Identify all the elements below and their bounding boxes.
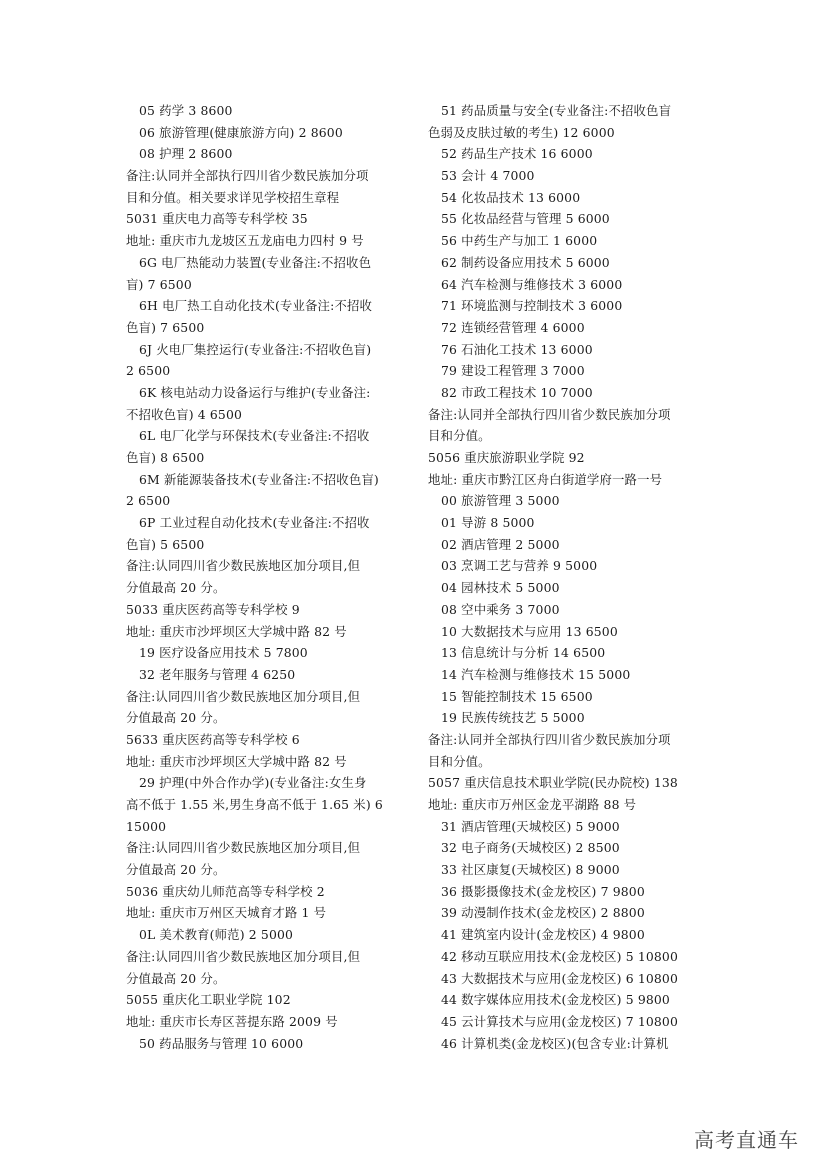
text-line: 备注:认同四川省少数民族地区加分项目,但	[126, 558, 361, 574]
text-line: 72 连锁经营管理 4 6000	[441, 319, 585, 335]
text-line: 71 环境监测与控制技术 3 6000	[441, 298, 623, 314]
text-line: 33 社区康复(天城校区) 8 9000	[441, 862, 620, 878]
text-line: 19 医疗设备应用技术 5 7800	[139, 645, 308, 661]
text-line: 05 药学 3 8600	[139, 103, 233, 118]
text-line: 目和分值。相关要求详见学校招生章程	[126, 189, 340, 205]
text-line: 分值最高 20 分。	[126, 970, 226, 986]
text-line: 5036 重庆幼儿师范高等专科学校 2	[126, 883, 325, 899]
text-line: 52 药品生产技术 16 6000	[441, 146, 593, 162]
text-line: 地址: 重庆市沙坪坝区大学城中路 82 号	[126, 753, 347, 769]
text-line: 分值最高 20 分。	[126, 710, 226, 726]
text-line: 29 护理(中外合作办学)(专业备注:女生身	[139, 775, 367, 791]
text-line: 43 大数据技术与应用(金龙校区) 6 10800	[441, 970, 678, 986]
text-line: 45 云计算技术与应用(金龙校区) 7 10800	[441, 1013, 678, 1029]
text-line: 5633 重庆医药高等专科学校 6	[126, 731, 300, 747]
right-column	[428, 100, 706, 1054]
text-line: 目和分值。	[428, 428, 491, 444]
text-line: 盲) 7 6500	[126, 276, 192, 292]
text-line: 15000	[126, 818, 167, 834]
text-line: 5057 重庆信息技术职业学院(民办院校) 138	[428, 775, 678, 791]
text-line: 地址: 重庆市黔江区舟白街道学府一路一号	[428, 471, 663, 487]
text-line: 10 大数据技术与应用 13 6500	[441, 623, 618, 639]
text-line: 地址: 重庆市万州区金龙平湖路 88 号	[428, 797, 637, 812]
text-line: 0L 美术教育(师范) 2 5000	[139, 927, 294, 943]
text-line: 高不低于 1.55 米,男生身高不低于 1.65 米) 6	[126, 797, 383, 812]
text-line: 53 会计 4 7000	[441, 168, 535, 184]
text-line: 6H 电厂热工自动化技术(专业备注:不招收	[139, 298, 373, 314]
text-line: 备注:认同四川省少数民族地区加分项目,但	[126, 840, 361, 856]
text-line: 5056 重庆旅游职业学院 92	[428, 450, 585, 465]
watermark-text: 高考直通车	[694, 1128, 799, 1152]
text-line: 76 石油化工技术 13 6000	[441, 341, 593, 357]
text-line: 2 6500	[126, 363, 171, 379]
text-line: 地址: 重庆市九龙坡区五龙庙电力四村 9 号	[126, 233, 364, 249]
text-line: 2 6500	[126, 493, 171, 509]
text-line: 不招收色盲) 4 6500	[126, 406, 243, 422]
text-line: 色盲) 7 6500	[126, 319, 205, 335]
text-line: 6M 新能源装备技术(专业备注:不招收色盲)	[139, 471, 379, 487]
text-line: 分值最高 20 分。	[126, 862, 226, 878]
text-line: 5055 重庆化工职业学院 102	[126, 992, 291, 1008]
text-line: 02 酒店管理 2 5000	[441, 536, 560, 552]
text-line: 备注:认同四川省少数民族地区加分项目,但	[126, 688, 361, 704]
text-line: 36 摄影摄像技术(金龙校区) 7 9800	[441, 883, 645, 899]
text-line: 色盲) 5 6500	[126, 536, 205, 552]
text-line: 56 中药生产与加工 1 6000	[441, 233, 598, 249]
text-line: 51 药品质量与安全(专业备注:不招收色盲	[441, 103, 672, 118]
text-line: 55 化妆品经营与管理 5 6000	[441, 211, 610, 227]
text-line: 分值最高 20 分。	[126, 580, 226, 596]
text-line: 79 建设工程管理 3 7000	[441, 363, 585, 379]
text-line: 备注:认同四川省少数民族地区加分项目,但	[126, 948, 361, 964]
text-line: 地址: 重庆市沙坪坝区大学城中路 82 号	[126, 623, 347, 639]
text-line: 44 数字媒体应用技术(金龙校区) 5 9800	[441, 992, 670, 1008]
text-line: 5031 重庆电力高等专科学校 35	[126, 211, 308, 227]
text-line: 13 信息统计与分析 14 6500	[441, 645, 606, 661]
text-line: 色弱及皮肤过敏的考生) 12 6000	[428, 124, 615, 140]
text-line: 6J 火电厂集控运行(专业备注:不招收色盲)	[139, 341, 372, 357]
text-line: 50 药品服务与管理 10 6000	[139, 1035, 304, 1051]
text-line: 46 计算机类(金龙校区)(包含专业:计算机	[441, 1035, 669, 1051]
text-line: 备注:认同并全部执行四川省少数民族加分项	[428, 731, 671, 747]
text-line: 39 动漫制作技术(金龙校区) 2 8800	[441, 905, 645, 921]
text-line: 08 空中乘务 3 7000	[441, 601, 560, 617]
text-line: 04 园林技术 5 5000	[441, 580, 560, 596]
text-line: 64 汽车检测与维修技术 3 6000	[441, 276, 623, 292]
text-line: 03 烹调工艺与营养 9 5000	[441, 558, 598, 574]
text-line: 08 护理 2 8600	[139, 146, 233, 162]
text-line: 6P 工业过程自动化技术(专业备注:不招收	[139, 515, 370, 531]
text-line: 备注:认同并全部执行四川省少数民族加分项	[126, 168, 369, 184]
text-line: 6G 电厂热能动力装置(专业备注:不招收色	[139, 254, 372, 270]
text-line: 6L 电厂化学与环保技术(专业备注:不招收	[139, 428, 370, 444]
text-line: 32 电子商务(天城校区) 2 8500	[441, 840, 620, 856]
text-line: 19 民族传统技艺 5 5000	[441, 710, 585, 726]
text-line: 32 老年服务与管理 4 6250	[139, 666, 296, 682]
text-line: 41 建筑室内设计(金龙校区) 4 9800	[441, 927, 645, 943]
text-line: 00 旅游管理 3 5000	[441, 493, 560, 509]
text-line: 地址: 重庆市万州区天城育才路 1 号	[126, 905, 327, 921]
text-line: 6K 核电站动力设备运行与维护(专业备注:	[139, 384, 371, 400]
text-line: 01 导游 8 5000	[441, 515, 535, 531]
text-line: 06 旅游管理(健康旅游方向) 2 8600	[139, 124, 343, 140]
text-line: 色盲) 8 6500	[126, 450, 205, 465]
text-line: 地址: 重庆市长寿区菩提东路 2009 号	[126, 1013, 338, 1029]
text-line: 5033 重庆医药高等专科学校 9	[126, 601, 300, 617]
left-column	[126, 100, 404, 1054]
text-line: 15 智能控制技术 15 6500	[441, 688, 593, 704]
text-line: 31 酒店管理(天城校区) 5 9000	[441, 818, 620, 834]
text-line: 备注:认同并全部执行四川省少数民族加分项	[428, 406, 671, 422]
text-line: 54 化妆品技术 13 6000	[441, 189, 581, 205]
text-line: 42 移动互联应用技术(金龙校区) 5 10800	[441, 948, 678, 964]
text-line: 目和分值。	[428, 753, 491, 769]
text-line: 14 汽车检测与维修技术 15 5000	[441, 666, 631, 682]
text-line: 62 制药设备应用技术 5 6000	[441, 254, 610, 270]
text-line: 82 市政工程技术 10 7000	[441, 384, 593, 400]
